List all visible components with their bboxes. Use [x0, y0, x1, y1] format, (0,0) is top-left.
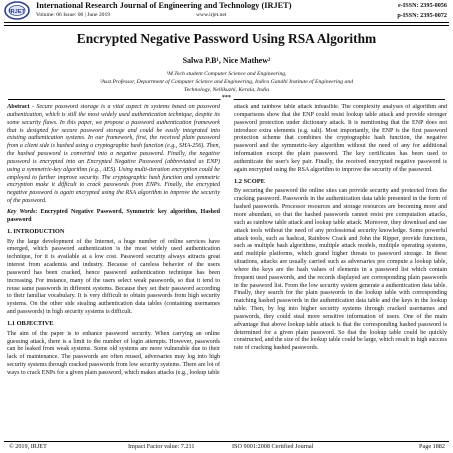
objective-heading: 1.1 OBJECTIVE: [7, 319, 54, 327]
irjet-logo: [4, 1, 30, 20]
footer-copyright: © 2019, IRJET: [9, 443, 47, 450]
paper-authors: Salwa P.B¹, Nice Mathew²: [182, 56, 271, 65]
intro-paragraph: By the large development of the Internet, a huge number of online services have emerged, which password authentication is the most widely used authentication technique, for it is available at a low cost. Password security always attracts great interest from academia and industry. Because of careless behavior of the users password has been cracked, hence password authentication technique has been increasing. For instance, many of the users select weak passwords, so that it tend to reuse same passwords in different systems. Because they set their password according to their familiar vocabulary. It is very difficult to obtain passwords from high security systems. On the other side stealing authentication data tables (containing usernames and passwords) in high security systems is difficult.: [7, 238, 220, 316]
keywords: [7, 209, 220, 225]
abstract: [7, 104, 220, 206]
volume-info: Volume: 06 Issue: 06 | June 2019: [36, 12, 111, 18]
objective-paragraph: The aim of the paper is to enhance password security. When carrying an online guessing attack, there is a limit to the number of login attempts. However, passwords can be leaked from weak systems. Some old systems are more vulnerable due to their lack of maintenance. The passwords are often reused, adversaries may log into high security systems through cracked passwords from low security systems. There are lot of ways to crack ENPs for a given plain password, which makes attacks (e.g., lookup table: [7, 330, 220, 376]
footer-page-number: Page 1882: [419, 443, 445, 450]
journal-title: International Research Journal of Engineering and Technology (IRJET): [36, 1, 292, 10]
keywords-label: Key Words: [7, 208, 36, 215]
affiliation-3: Technology, Nellikuzhi, Kerala, India: [183, 87, 270, 93]
page-footer: [0, 443, 453, 453]
footer-impact-factor: Impact Factor value: 7.211: [128, 443, 195, 450]
irjet-logo-graphic: [4, 1, 30, 20]
objective-continuation: attack and rainbow table attack infeasible. The complexity analyses of algorithm and comparisons show that the ENP could resist lookup table attack and provide stronger password protection under dictionary attack. It is mentioning that the ENP does not introduce extra elements (e.g. salt). Most importantly, the ENP is the first password protection scheme that combines the cryptographic hash function, the negative password and the symmetric-key algorithm without the need of any for additional information except the plain password. The key certificates has been used to authenticate the user's key pair. Finally, the received encrypted negative password is again encrypted using the RSA algorithm to improve the security of the password.: [234, 104, 447, 173]
affiliation-2: ²Asst.Professor, Department of Computer Science and Engineering, Indira Gandhi Institute of Engineering and: [99, 79, 354, 85]
paper-title: Encrypted Negative Password Using RSA Algorithm: [76, 31, 377, 46]
footer-certification: ISO 9001:2008 Certified Journal: [232, 443, 314, 450]
left-column: [7, 104, 220, 438]
affiliation-1: ¹M.Tech student Computer Science and Engineering,: [166, 71, 287, 77]
right-column: [234, 104, 447, 438]
header-rule: [4, 22, 449, 23]
journal-website: www.irjet.net: [196, 12, 227, 18]
keywords-text: : Encrypted Negative Password, Symmetric key algorithm, Hashed password: [7, 208, 220, 223]
scope-paragraph: By securing the password the online sites can provide security and protected from the cracking password. Passwords in the authentication data table presented in the form of hashed passwords. Processor resources and storage resources are becoming more and more abundant, so that the hashed passwords cannot resist pre computation attacks, such as rainbow table attack and lookup table attack. Moreover, they download and use attack tools without the need of any professional security knowledge. Some powerful attack tools, such as hashcat, Rainbow Crack and John the Ripper, provide functions, such as multiple hash algorithms, multiple attack models, multiple operating systems, and multiple platforms, which grand higher threats to password storage. In these situations, attacks are usually carried such as adversaries pre compute a lookup table, where the keys are the hash values of elements in a password list which contain frequent used passwords, and the records displayed are corresponding plain passwords in the password list. From the low security system generate a authentication data table. Finally, they search for the plain passwords in the lookup table with corresponding matching hashed passwords in the authentication data table and the keys in the lookup table. Then, by log into higher security systems through cracked usernames and passwords, they could steal more sensitive information of users. One of the main advantage that above lookup table attack is that the corresponding hashed password is determined for a given plain password. So that the lookup table could be quickly constructed, and the size of the lookup table could be large, which result in high success rate of cracking hashed passwords.: [234, 188, 447, 352]
abstract-text: - Secure password storage is a vital aspect in systems based on password authentication, which is still the most widely used authentication technique, despite its some security flaws. In this paper, we propose a password authentication framework that is designed for secure password storage and could be easily integrated into existing authentication systems. In our framework, first, the received plain password from a client side is hashed using a cryptographic hash function (e.g., SHA-256). Then, the hashed password is converted into a negative password. Finally, the negative password is encrypted into an Encrypted Negative Password (abbreviated as ENP) using a symmetric-key algorithm (e.g., AES). Using multi-iteration encryption could be employed to further improve security. The cryptographic hash function and symmetric encryption make it difficult to crack passwords from ENPs. Finally, the encrypted negative password is again encrypted using the RSA algorithm to improve the security of the password.: [7, 104, 220, 205]
header-rule-thin: [4, 25, 449, 26]
section-separator: [8, 97, 445, 101]
separator-stars: ***: [222, 95, 231, 101]
scope-heading: 1.2 SCOPE: [234, 177, 265, 185]
intro-heading: 1. INTRODUCTION: [7, 227, 65, 235]
abstract-label: Abstract: [7, 104, 30, 110]
svg-text:IRJET: IRJET: [9, 8, 25, 15]
footer-rule: [4, 441, 449, 442]
pissn: p-ISSN: 2395-0072: [397, 12, 447, 19]
journal-header: [0, 0, 453, 22]
eissn: e-ISSN: 2395-0056: [398, 2, 447, 9]
